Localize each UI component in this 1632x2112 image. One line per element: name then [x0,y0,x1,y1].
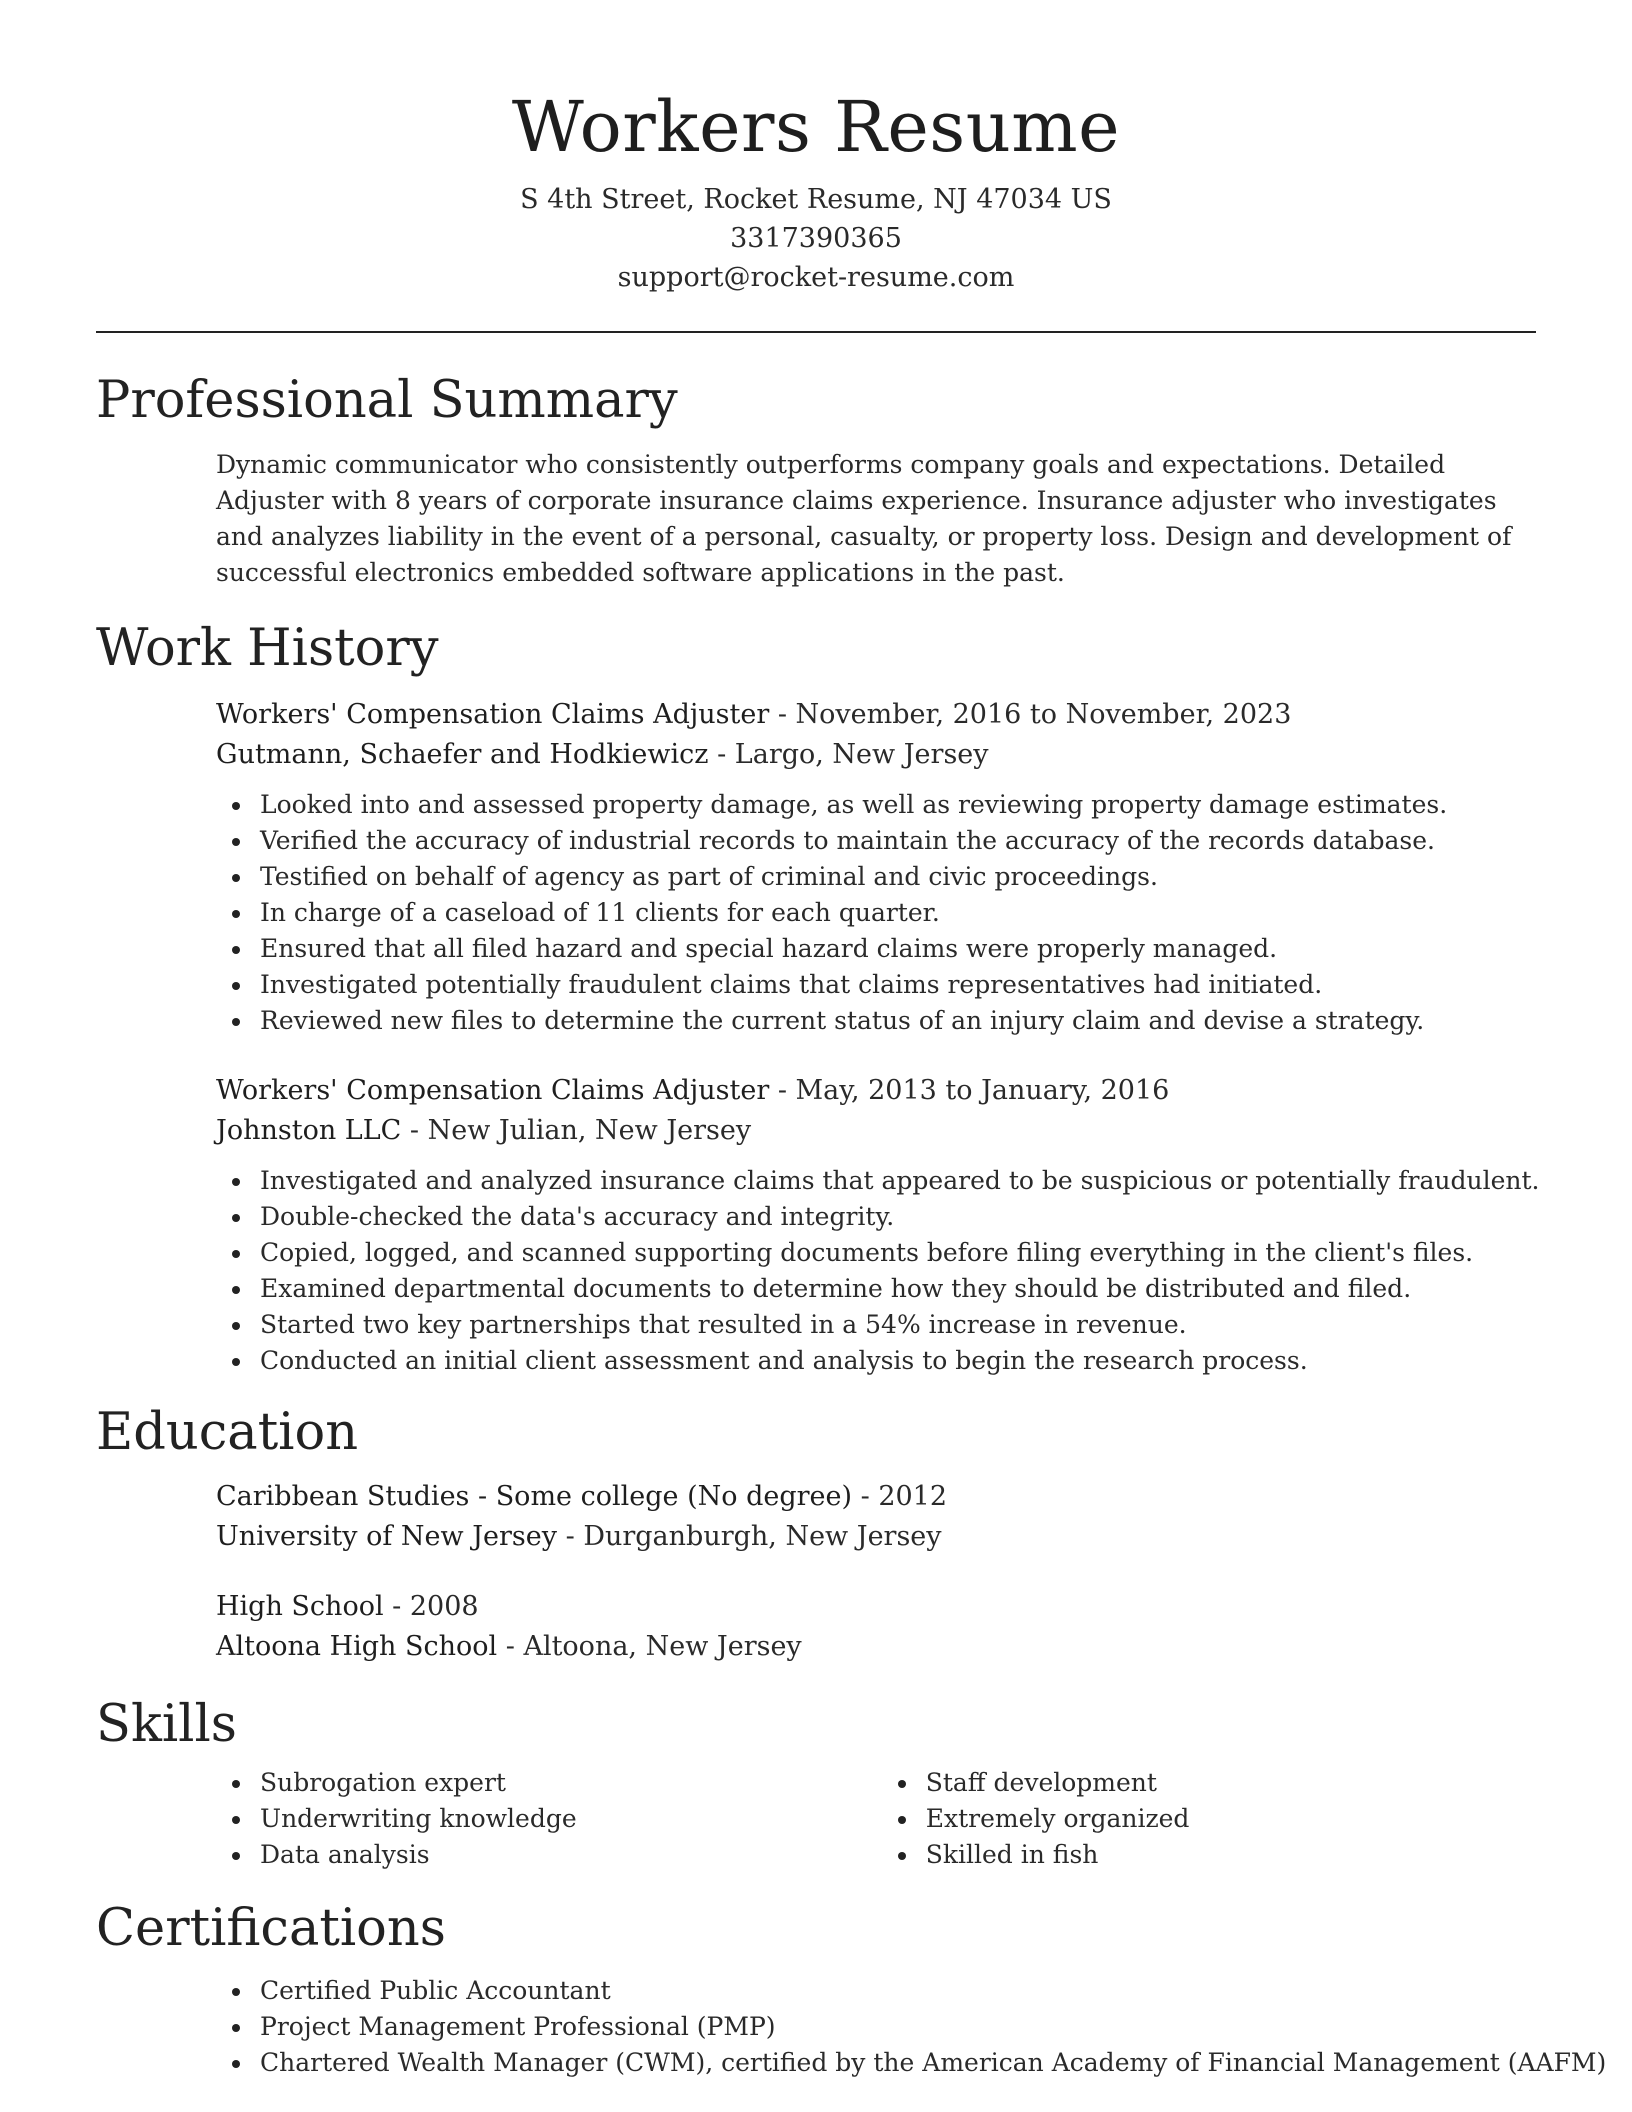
contact-block [96,180,1536,297]
education-degree-line [216,1587,1536,1627]
list-item: Underwriting knowledge [260,1801,898,1837]
resume-header [96,0,1536,297]
list-item: Started two key partnerships that resulted in a 54% increase in revenue. [260,1307,1536,1343]
job-position: Workers' Compensation Claims Adjuster [216,699,770,730]
list-item: Project Management Professional (PMP) [260,2009,1536,2045]
skills-title: Skills [96,1695,237,1754]
header-divider [96,331,1536,333]
email: support@rocket-resume.com [617,262,1015,293]
job-location: Largo, New Jersey [734,739,989,770]
job-location-sep: - [401,1115,428,1146]
education-location: - Altoona, New Jersey [497,1631,802,1662]
job-dates-sep: - [769,1075,796,1106]
job-position: Workers' Compensation Claims Adjuster [216,1075,770,1106]
job-location-sep: - [708,739,735,770]
education-year: - 2012 [852,1481,948,1512]
education-entry [96,1477,1536,1557]
list-item: Investigated potentially fraudulent claims that claims representatives had initiated. [260,967,1536,1003]
list-item: Staff development [926,1765,1536,1801]
job-title-line [216,695,1536,735]
certifications-list [260,1973,1607,2081]
summary-title: Professional Summary [96,371,678,430]
job-company: Gutmann, Schaefer and Hodkiewicz [216,739,709,770]
list-item: Investigated and analyzed insurance claims that appeared to be suspicious or potentially fraudulent. [260,1163,1536,1199]
education-degree: Caribbean Studies - Some college (No degree) [216,1481,853,1512]
list-item: Reviewed new files to determine the current status of an injury claim and devise a strategy. [260,1003,1536,1039]
summary-section [96,371,1536,591]
skills-grid [96,1765,1536,1873]
education-school: Altoona High School [216,1631,498,1662]
list-item: Skilled in fish [926,1837,1536,1873]
job-entry [96,695,1536,1039]
education-title: Education [96,1403,359,1462]
education-year: - 2008 [383,1591,479,1622]
list-item: Extremely organized [926,1801,1536,1837]
job-title-line [216,1071,1536,1111]
resume-page [96,0,1607,2112]
list-item: Certified Public Accountant [260,1973,1536,2009]
education-school-line [216,1627,1536,1667]
list-item: In charge of a caseload of 11 clients for each quarter. [260,895,1536,931]
job-duties-list [260,1163,1540,1379]
education-degree-line [216,1477,1536,1517]
list-item: Ensured that all filed hazard and special hazard claims were properly managed. [260,931,1536,967]
job-company-line [216,735,1536,775]
list-item: Examined departmental documents to determine how they should be distributed and filed. [260,1271,1536,1307]
skills-column-1 [260,1765,898,1873]
education-school: University of New Jersey [216,1521,558,1552]
work-title: Work History [96,619,439,678]
job-location: New Julian, New Jersey [427,1115,752,1146]
list-item: Chartered Wealth Manager (CWM), certified by the American Academy of Financial Management (AAFM) [260,2045,1536,2081]
phone: 3317390365 [730,223,902,254]
list-item: Data analysis [260,1837,898,1873]
job-company: Johnston LLC [216,1115,402,1146]
list-item: Looked into and assessed property damage, as well as reviewing property damage estimates. [260,787,1536,823]
candidate-name: Workers Resume [511,86,1121,168]
list-item: Verified the accuracy of industrial records to maintain the accuracy of the records database. [260,823,1536,859]
certifications-section [96,1899,1607,2081]
work-section [96,619,1540,1379]
job-company-line [216,1111,1536,1151]
job-dates-sep: - [769,699,796,730]
education-location: - Durganburgh, New Jersey [557,1521,942,1552]
list-item: Testified on behalf of agency as part of criminal and civic proceedings. [260,859,1536,895]
summary-text: Dynamic communicator who consistently outperforms company goals and expectations. Detailed Adjuster with 8 years of corporate insurance claims experience. Insurance adjuster who investigates and analyzes liability in the event of a personal, casualty, or property loss. Design and development of successful electronics embedded software applications in the past. [216,450,1512,587]
education-entry [96,1587,1536,1667]
job-entry [96,1071,1540,1379]
list-item: Conducted an initial client assessment and analysis to begin the research process. [260,1343,1536,1379]
list-item: Subrogation expert [260,1765,898,1801]
education-section [96,1403,1536,1667]
education-school-line [216,1517,1536,1557]
job-dates: May, 2013 to January, 2016 [795,1075,1170,1106]
certifications-title: Certifications [96,1899,446,1958]
skills-column-2 [898,1765,1536,1873]
address: S 4th Street, Rocket Resume, NJ 47034 US [520,184,1112,215]
education-degree: High School [216,1591,384,1622]
job-dates: November, 2016 to November, 2023 [795,699,1292,730]
list-item: Double-checked the data's accuracy and integrity. [260,1199,1536,1235]
skills-section [96,1695,1536,1873]
job-duties-list [260,787,1536,1039]
list-item: Copied, logged, and scanned supporting documents before filing everything in the client's files. [260,1235,1536,1271]
